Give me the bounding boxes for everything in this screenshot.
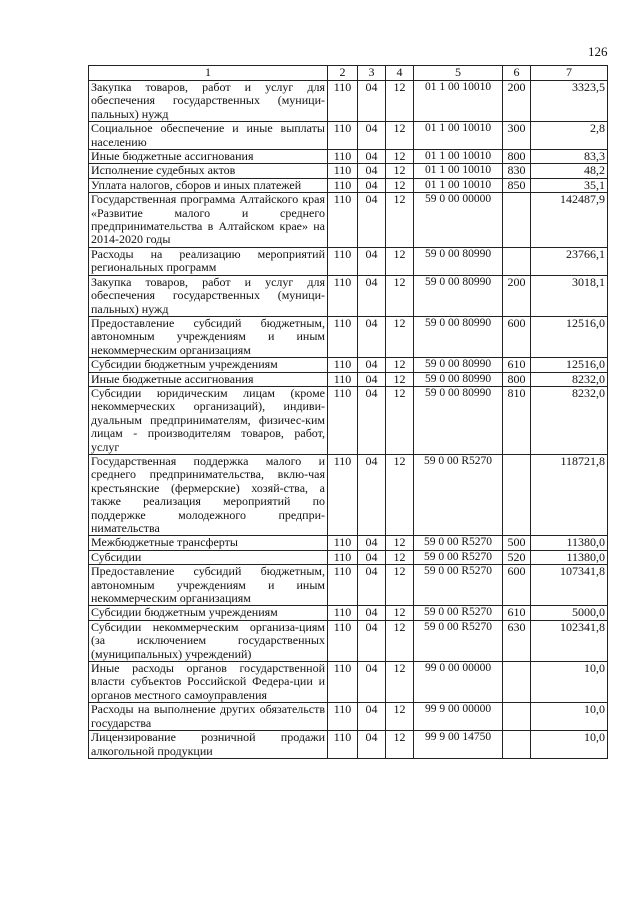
section-code-cell: 04 (358, 386, 386, 454)
expense-type-cell (503, 731, 531, 759)
section-code-cell: 04 (358, 122, 386, 150)
amount-cell: 35,1 (531, 178, 608, 192)
subsection-code-cell: 12 (386, 178, 414, 192)
expense-type-cell (503, 193, 531, 248)
subsection-code-cell: 12 (386, 731, 414, 759)
column-header: 5 (414, 66, 503, 81)
section-code-cell: 04 (358, 358, 386, 372)
subsection-code-cell: 12 (386, 150, 414, 164)
subsection-code-cell: 12 (386, 164, 414, 178)
target-article-cell: 01 1 00 10010 (414, 178, 503, 192)
amount-cell: 142487,9 (531, 193, 608, 248)
expense-type-cell: 200 (503, 81, 531, 122)
section-code-cell: 04 (358, 550, 386, 564)
amount-cell: 12516,0 (531, 316, 608, 357)
table-row (89, 372, 608, 386)
row-name-cell: Государственная поддержка малого и среднего предпринимательства, вклю-чая крестьянские (фермерские) хозяй-ства, а также реализация мероприятий по поддержке молодежного предпри-нимательства (89, 454, 328, 535)
table-row (89, 358, 608, 372)
target-article-cell: 59 0 00 R5270 (414, 454, 503, 535)
section-code-cell: 04 (358, 536, 386, 550)
table-header-row (89, 66, 608, 81)
table-row (89, 275, 608, 316)
expense-type-cell: 800 (503, 150, 531, 164)
section-code-cell: 04 (358, 372, 386, 386)
amount-cell: 83,3 (531, 150, 608, 164)
section-code-cell: 04 (358, 620, 386, 661)
row-name-cell: Субсидии (89, 550, 328, 564)
row-name-cell: Субсидии некоммерческим организа-циям (за исключением государственных (муниципальных) учреждений) (89, 620, 328, 661)
row-name-cell: Закупка товаров, работ и услуг для обеспечения государственных (муници-пальных) нужд (89, 275, 328, 316)
expense-type-cell: 810 (503, 386, 531, 454)
target-article-cell: 99 0 00 00000 (414, 662, 503, 703)
row-name-cell: Закупка товаров, работ и услуг для обеспечения государственных (муници-пальных) нужд (89, 81, 328, 122)
column-header: 3 (358, 66, 386, 81)
admin-code-cell: 110 (328, 536, 358, 550)
row-name-cell: Иные бюджетные ассигнования (89, 150, 328, 164)
amount-cell: 107341,8 (531, 565, 608, 606)
table-row (89, 454, 608, 535)
table-row (89, 386, 608, 454)
column-header: 7 (531, 66, 608, 81)
amount-cell: 10,0 (531, 731, 608, 759)
expense-type-cell: 800 (503, 372, 531, 386)
row-name-cell: Субсидии бюджетным учреждениям (89, 358, 328, 372)
target-article-cell: 01 1 00 10010 (414, 122, 503, 150)
target-article-cell: 59 0 00 80990 (414, 372, 503, 386)
section-code-cell: 04 (358, 565, 386, 606)
row-name-cell: Расходы на выполнение других обязательств государства (89, 703, 328, 731)
section-code-cell: 04 (358, 662, 386, 703)
table-row (89, 81, 608, 122)
row-name-cell: Государственная программа Алтайского края «Развитие малого и среднего предпринимательства в Алтайском крае» на 2014-2020 годы (89, 193, 328, 248)
amount-cell: 10,0 (531, 662, 608, 703)
table-row (89, 150, 608, 164)
target-article-cell: 59 0 00 R5270 (414, 536, 503, 550)
table-row (89, 662, 608, 703)
section-code-cell: 04 (358, 454, 386, 535)
admin-code-cell: 110 (328, 122, 358, 150)
row-name-cell: Иные расходы органов государственной власти субъектов Российской Федера-ции и органов местного самоуправления (89, 662, 328, 703)
target-article-cell: 59 0 00 R5270 (414, 565, 503, 606)
budget-table (88, 65, 608, 759)
expense-type-cell: 600 (503, 316, 531, 357)
table-row (89, 178, 608, 192)
admin-code-cell: 110 (328, 178, 358, 192)
subsection-code-cell: 12 (386, 703, 414, 731)
expense-type-cell (503, 454, 531, 535)
admin-code-cell: 110 (328, 620, 358, 661)
section-code-cell: 04 (358, 193, 386, 248)
subsection-code-cell: 12 (386, 81, 414, 122)
subsection-code-cell: 12 (386, 454, 414, 535)
subsection-code-cell: 12 (386, 620, 414, 661)
row-name-cell: Лицензирование розничной продажи алкогольной продукции (89, 731, 328, 759)
expense-type-cell: 600 (503, 565, 531, 606)
table-row (89, 731, 608, 759)
section-code-cell: 04 (358, 247, 386, 275)
column-header: 1 (89, 66, 328, 81)
target-article-cell: 59 0 00 80990 (414, 247, 503, 275)
section-code-cell: 04 (358, 703, 386, 731)
subsection-code-cell: 12 (386, 386, 414, 454)
subsection-code-cell: 12 (386, 662, 414, 703)
section-code-cell: 04 (358, 164, 386, 178)
admin-code-cell: 110 (328, 606, 358, 620)
expense-type-cell: 850 (503, 178, 531, 192)
table-row (89, 565, 608, 606)
target-article-cell: 59 0 00 R5270 (414, 606, 503, 620)
admin-code-cell: 110 (328, 454, 358, 535)
table-row (89, 193, 608, 248)
table-row (89, 122, 608, 150)
row-name-cell: Предоставление субсидий бюджетным, автономным учреждениям и иным некоммерческим организациям (89, 565, 328, 606)
expense-type-cell: 610 (503, 606, 531, 620)
subsection-code-cell: 12 (386, 122, 414, 150)
admin-code-cell: 110 (328, 550, 358, 564)
expense-type-cell: 830 (503, 164, 531, 178)
amount-cell: 11380,0 (531, 536, 608, 550)
row-name-cell: Иные бюджетные ассигнования (89, 372, 328, 386)
row-name-cell: Субсидии юридическим лицам (кроме некоммерческих организаций), индиви-дуальным предпринимателям, физичес-ким лицам - производителям товаров, работ, услуг (89, 386, 328, 454)
amount-cell: 12516,0 (531, 358, 608, 372)
subsection-code-cell: 12 (386, 358, 414, 372)
section-code-cell: 04 (358, 178, 386, 192)
row-name-cell: Субсидии бюджетным учреждениям (89, 606, 328, 620)
subsection-code-cell: 12 (386, 247, 414, 275)
row-name-cell: Исполнение судебных актов (89, 164, 328, 178)
admin-code-cell: 110 (328, 81, 358, 122)
section-code-cell: 04 (358, 275, 386, 316)
amount-cell: 8232,0 (531, 372, 608, 386)
table-row (89, 620, 608, 661)
expense-type-cell: 200 (503, 275, 531, 316)
target-article-cell: 01 1 00 10010 (414, 81, 503, 122)
target-article-cell: 59 0 00 80990 (414, 386, 503, 454)
amount-cell: 102341,8 (531, 620, 608, 661)
subsection-code-cell: 12 (386, 536, 414, 550)
amount-cell: 23766,1 (531, 247, 608, 275)
amount-cell: 3323,5 (531, 81, 608, 122)
amount-cell: 11380,0 (531, 550, 608, 564)
admin-code-cell: 110 (328, 316, 358, 357)
target-article-cell: 59 0 00 80990 (414, 316, 503, 357)
amount-cell: 8232,0 (531, 386, 608, 454)
row-name-cell: Уплата налогов, сборов и иных платежей (89, 178, 328, 192)
expense-type-cell: 630 (503, 620, 531, 661)
subsection-code-cell: 12 (386, 606, 414, 620)
admin-code-cell: 110 (328, 358, 358, 372)
admin-code-cell: 110 (328, 247, 358, 275)
table-row (89, 316, 608, 357)
amount-cell: 2,8 (531, 122, 608, 150)
section-code-cell: 04 (358, 316, 386, 357)
target-article-cell: 99 9 00 14750 (414, 731, 503, 759)
admin-code-cell: 110 (328, 275, 358, 316)
section-code-cell: 04 (358, 150, 386, 164)
expense-type-cell: 520 (503, 550, 531, 564)
table-row (89, 606, 608, 620)
row-name-cell: Предоставление субсидий бюджетным, автономным учреждениям и иным некоммерческим организациям (89, 316, 328, 357)
target-article-cell: 99 9 00 00000 (414, 703, 503, 731)
target-article-cell: 59 0 00 80990 (414, 275, 503, 316)
subsection-code-cell: 12 (386, 316, 414, 357)
expense-type-cell (503, 703, 531, 731)
table-row (89, 536, 608, 550)
column-header: 4 (386, 66, 414, 81)
table-row (89, 550, 608, 564)
table-body (89, 81, 608, 759)
target-article-cell: 59 0 00 00000 (414, 193, 503, 248)
subsection-code-cell: 12 (386, 193, 414, 248)
section-code-cell: 04 (358, 606, 386, 620)
subsection-code-cell: 12 (386, 275, 414, 316)
table-row (89, 703, 608, 731)
subsection-code-cell: 12 (386, 550, 414, 564)
admin-code-cell: 110 (328, 386, 358, 454)
expense-type-cell (503, 247, 531, 275)
target-article-cell: 59 0 00 R5270 (414, 550, 503, 564)
section-code-cell: 04 (358, 81, 386, 122)
amount-cell: 10,0 (531, 703, 608, 731)
amount-cell: 3018,1 (531, 275, 608, 316)
expense-type-cell (503, 662, 531, 703)
subsection-code-cell: 12 (386, 372, 414, 386)
admin-code-cell: 110 (328, 164, 358, 178)
admin-code-cell: 110 (328, 193, 358, 248)
row-name-cell: Расходы на реализацию мероприятий региональных программ (89, 247, 328, 275)
admin-code-cell: 110 (328, 662, 358, 703)
table-row (89, 164, 608, 178)
target-article-cell: 59 0 00 80990 (414, 358, 503, 372)
target-article-cell: 01 1 00 10010 (414, 150, 503, 164)
row-name-cell: Социальное обеспечение и иные выплаты населению (89, 122, 328, 150)
admin-code-cell: 110 (328, 372, 358, 386)
table-row (89, 247, 608, 275)
amount-cell: 48,2 (531, 164, 608, 178)
subsection-code-cell: 12 (386, 565, 414, 606)
column-header: 6 (503, 66, 531, 81)
admin-code-cell: 110 (328, 731, 358, 759)
expense-type-cell: 610 (503, 358, 531, 372)
expense-type-cell: 300 (503, 122, 531, 150)
section-code-cell: 04 (358, 731, 386, 759)
admin-code-cell: 110 (328, 703, 358, 731)
admin-code-cell: 110 (328, 565, 358, 606)
column-header: 2 (328, 66, 358, 81)
target-article-cell: 59 0 00 R5270 (414, 620, 503, 661)
amount-cell: 118721,8 (531, 454, 608, 535)
expense-type-cell: 500 (503, 536, 531, 550)
page-number: 126 (588, 44, 608, 59)
admin-code-cell: 110 (328, 150, 358, 164)
row-name-cell: Межбюджетные трансферты (89, 536, 328, 550)
target-article-cell: 01 1 00 10010 (414, 164, 503, 178)
amount-cell: 5000,0 (531, 606, 608, 620)
